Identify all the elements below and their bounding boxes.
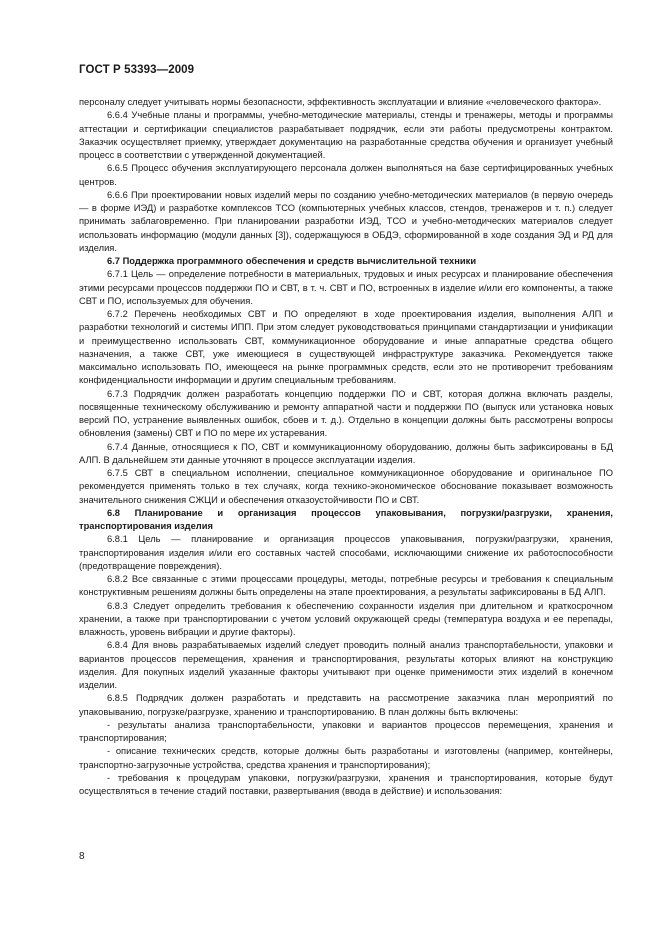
paragraph-6-7-5: 6.7.5 СВТ в специальном исполнении, специальное коммуникационное оборудование и оригинальное ПО рекомендуется применять только в тех случаях, когда технико-экономическое обоснование показывает возможность значительного снижения СЖЦИ и обеспечения отказоустойчивости ПО и СВТ.	[79, 468, 613, 505]
paragraph-6-7-2: 6.7.2 Перечень необходимых СВТ и ПО определяют в ходе проектирования изделия, выполнения АЛП и разработки технологий и системы ИПП. При этом следует руководствоваться принципами стандартизации и унификации и преимущественно использовать СВТ, коммуникационное оборудование и иные аппаратные средства общего назначения, а также СВТ, уже имеющиеся в существующей инфраструктуре заказчика. Рекомендуется также максимально использовать ПО, имеющееся на рынке программных средств, если это не противоречит требованиям конфиденциальности информации и другим специальным требованиям.	[79, 309, 613, 386]
paragraph-6-6-4: 6.6.4 Учебные планы и программы, учебно-методические материалы, стенды и тренажеры, методы и программы аттестации и сертификации специалистов разрабатывает подрядчик, если эти работы предусмотрены контрактом. Заказчик осуществляет приемку, утверждает документацию на разработанные средства обучения и организует учебный процесс в соответствии с утвержденной документацией.	[79, 110, 613, 160]
paragraph: персоналу следует учитывать нормы безопасности, эффективность эксплуатации и влияние «человеческого фактора».	[79, 97, 602, 107]
paragraph-6-8-1: 6.8.1 Цель — планирование и организация процессов упаковывания, погрузки/разгрузки, хранения, транспортирования изделия и/или его составных частей способами, исключающими снижение их работоспособности (предотвращение повреждения).	[79, 534, 613, 571]
list-item: - описание технических средств, которые должны быть разработаны и изготовлены (например, контейнеры, транспортно-загрузочные устройства, средства хранения и транспортирования);	[79, 746, 613, 770]
paragraph-6-6-6: 6.6.6 При проектировании новых изделий меры по созданию учебно-методических материалов (в первую очередь — в форме ИЭД) и разработке комплексов ТСО (компьютерных учебных классов, стендов, тренажеров и т. п.) следует принимать заблаговременно. При планировании разработки ИЭД, ТСО и учебно-методических материалов следует использовать информацию (модули данных [3]), содержащуюся в ОБДЭ, сформированной в ходе создания ЭД и РД для изделия.	[79, 189, 613, 253]
page-number: 8	[79, 851, 85, 862]
paragraph-6-7-1: 6.7.1 Цель — определение потребности в материальных, трудовых и иных ресурсах и планирование обеспечения этими ресурсами процессов поддержки ПО и СВТ, в т. ч. СВТ и ПО, встроенных в изделие и/или его компоненты, а также СВТ и ПО, используемых для обучения.	[79, 269, 613, 306]
document-body	[79, 96, 613, 798]
paragraph-6-8-2: 6.8.2 Все связанные с этими процессами процедуры, методы, потребные ресурсы и требования к специальным конструктивным решениям должны быть определены на этапе проектирования, а результаты зафиксированы в БД АЛП.	[79, 574, 613, 598]
paragraph-6-7-4: 6.7.4 Данные, относящиеся к ПО, СВТ и коммуникационному оборудованию, должны быть зафиксированы в БД АЛП. В дальнейшем эти данные уточняют в процессе эксплуатации изделия.	[79, 441, 613, 465]
list-item: - требования к процедурам упаковки, погрузки/разгрузки, хранения и транспортирования, которые будут осуществляться в течение стадий поставки, развертывания (ввода в действие) и использования:	[79, 772, 613, 796]
paragraph-6-7-3: 6.7.3 Подрядчик должен разработать концепцию поддержки ПО и СВТ, которая должна включать разделы, посвященные техническому обслуживанию и ремонту аппаратной части и поддержки ПО (выпуск или установка новых версий ПО, устранение выявленных ошибок, сбоев и т. д.). Отдельно в концепции должны быть рассмотрены вопросы обновления (замены) СВТ и ПО по мере их устаревания.	[79, 388, 613, 439]
paragraph-6-8-4: 6.8.4 Для вновь разрабатываемых изделий следует проводить полный анализ транспортабельности, упаковки и вариантов процессов перемещения, хранения и транспортирования, результаты которых влияют на конструкцию изделия. Для покупных изделий указанные факторы учитывают при оценке применимости этих изделий в конечном изделии.	[79, 640, 613, 690]
paragraph-6-6-5: 6.6.5 Процесс обучения эксплуатирующего персонала должен выполняться на базе сертифицированных учебных центров.	[79, 163, 613, 187]
paragraph-6-8-3: 6.8.3 Следует определить требования к обеспечению сохранности изделия при длительном и краткосрочном хранении, а также при транспортировании с учетом условий окружающей среды (температура воздуха и ее перепады, влажность, уровень вибрации и другие факторы).	[79, 600, 613, 637]
document-header: ГОСТ Р 53393—2009	[79, 64, 195, 76]
list-item: - результаты анализа транспортабельности, упаковки и вариантов процессов перемещения, хранения и транспортирования;	[79, 719, 613, 743]
paragraph-6-8-5: 6.8.5 Подрядчик должен разработать и представить на рассмотрение заказчика план мероприятий по упаковыванию, погрузке/разгрузке, хранению и транспортированию. В план должны быть включены:	[79, 693, 613, 717]
section-heading-6-7: 6.7 Поддержка программного обеспечения и средств вычислительной техники	[107, 256, 477, 266]
section-heading-6-8: 6.8 Планирование и организация процессов упаковывания, погрузки/разгрузки, хранения, транспортирования изделия	[79, 507, 613, 531]
